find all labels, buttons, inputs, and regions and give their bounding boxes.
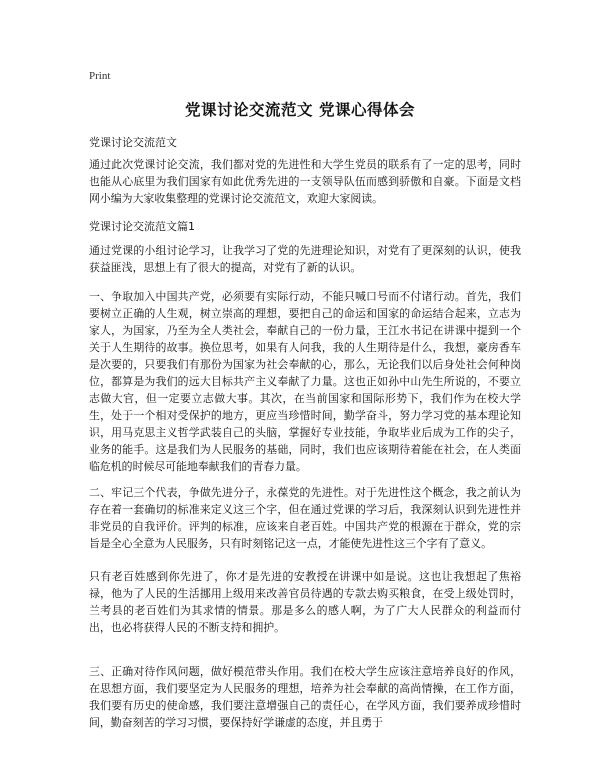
paragraph-4: 只有老百姓感到你先进了，你才是先进的安教授在讲课中如是说。这也让我想起了焦裕禄，他为了人民的生活挪用上级用来改善官员待遇的专款去购买粮食，在受上级处罚时，兰考县的老百姓们为其求情的情景。那是多么的感人啊，为了广大人民群众的利益而付出，也必将获得人民的不断支持和拥护。 [89,570,521,634]
paragraph-1: 通过党课的小组讨论学习，让我学习了党的先进理论知识，对党有了更深刻的认识，使我获益匪浅，思想上有了很大的提高，对党有了新的认识。 [89,244,521,274]
intro-paragraph: 通过此次党课讨论交流，我们都对党的先进性和大学生党员的联系有了一定的思考，同时也能从心底里为我们国家有如此优秀先进的一支领导队伍而感到骄傲和自豪。下面是文档网小编为大家收集整理的党课讨论交流范文，欢迎大家阅读。 [89,158,521,205]
paragraph-3: 二、牢记三个代表，争做先进分子，永葆党的先进性。对于先进性这个概念，我之前认为存在着一套确切的标准来定义这三个字，但在通过党课的学习后，我深刻认识到先进性并非党员的自我评价。评判的标准，应该来自老百姓。中国共产党的根源在于群众，党的宗旨是全心全意为人民服务，只有时刻铭记这一点，才能使先进性这三个字有了意义。 [89,486,521,550]
document-title: 党课讨论交流范文 党课心得体会 [185,101,415,119]
section-heading: 党课讨论交流范文篇1 [89,220,195,233]
paragraph-5: 三、正确对待作风问题，做好模范带头作用。我们在校大学生应该注意培养良好的作风，在思想方面，我们要坚定为人民服务的理想，培养为社会奉献的高尚情操，在工作方面，我们要有历史的使命感，我们要注意增强自己的责任心，在学风方面，我们要养成珍惜时间，勤奋刻苦的学习习惯，要保持好学谦虚的态度，并且勇于 [89,665,521,729]
paragraph-2: 一、争取加入中国共产党，必须要有实际行动，不能只喊口号而不付诸行动。首先，我们要树立正确的人生观，树立崇高的理想，要把自己的命运和国家的命运结合起来，立志为家人，为国家，乃至为全人类社会，奉献自己的一份力量，王江水书记在讲课中提到一个关于人生期待的故事。换位思考，如果有人问我，我的人生期待是什么，我想，豪房香车是次要的，只要我们有那份为国家为社会奉献的心，那么，无论我们以后身处社会何种岗位，都算是为我们的远大目标共产主义奉献了力量。这也正如孙中山先生所说的，不要立志做大官，但一定要立志做大事。其次，在当前国家和国际形势下，我们作为在校大学生，处于一个相对受保护的地方，更应当珍惜时间，勤学奋斗，努力学习党的基本理论知识，用马克思主义哲学武装自己的头脑，掌握好专业技能，争取毕业后成为工作的尖子，业务的能手。这是我们为人民服务的基础，同时，我们也应该期待着能在社会，在人类面临危机的时候尽可能地奉献我们的青春力量。 [89,290,521,473]
document-subtitle: 党课讨论交流范文 [89,136,177,149]
print-label: Print [89,70,111,82]
